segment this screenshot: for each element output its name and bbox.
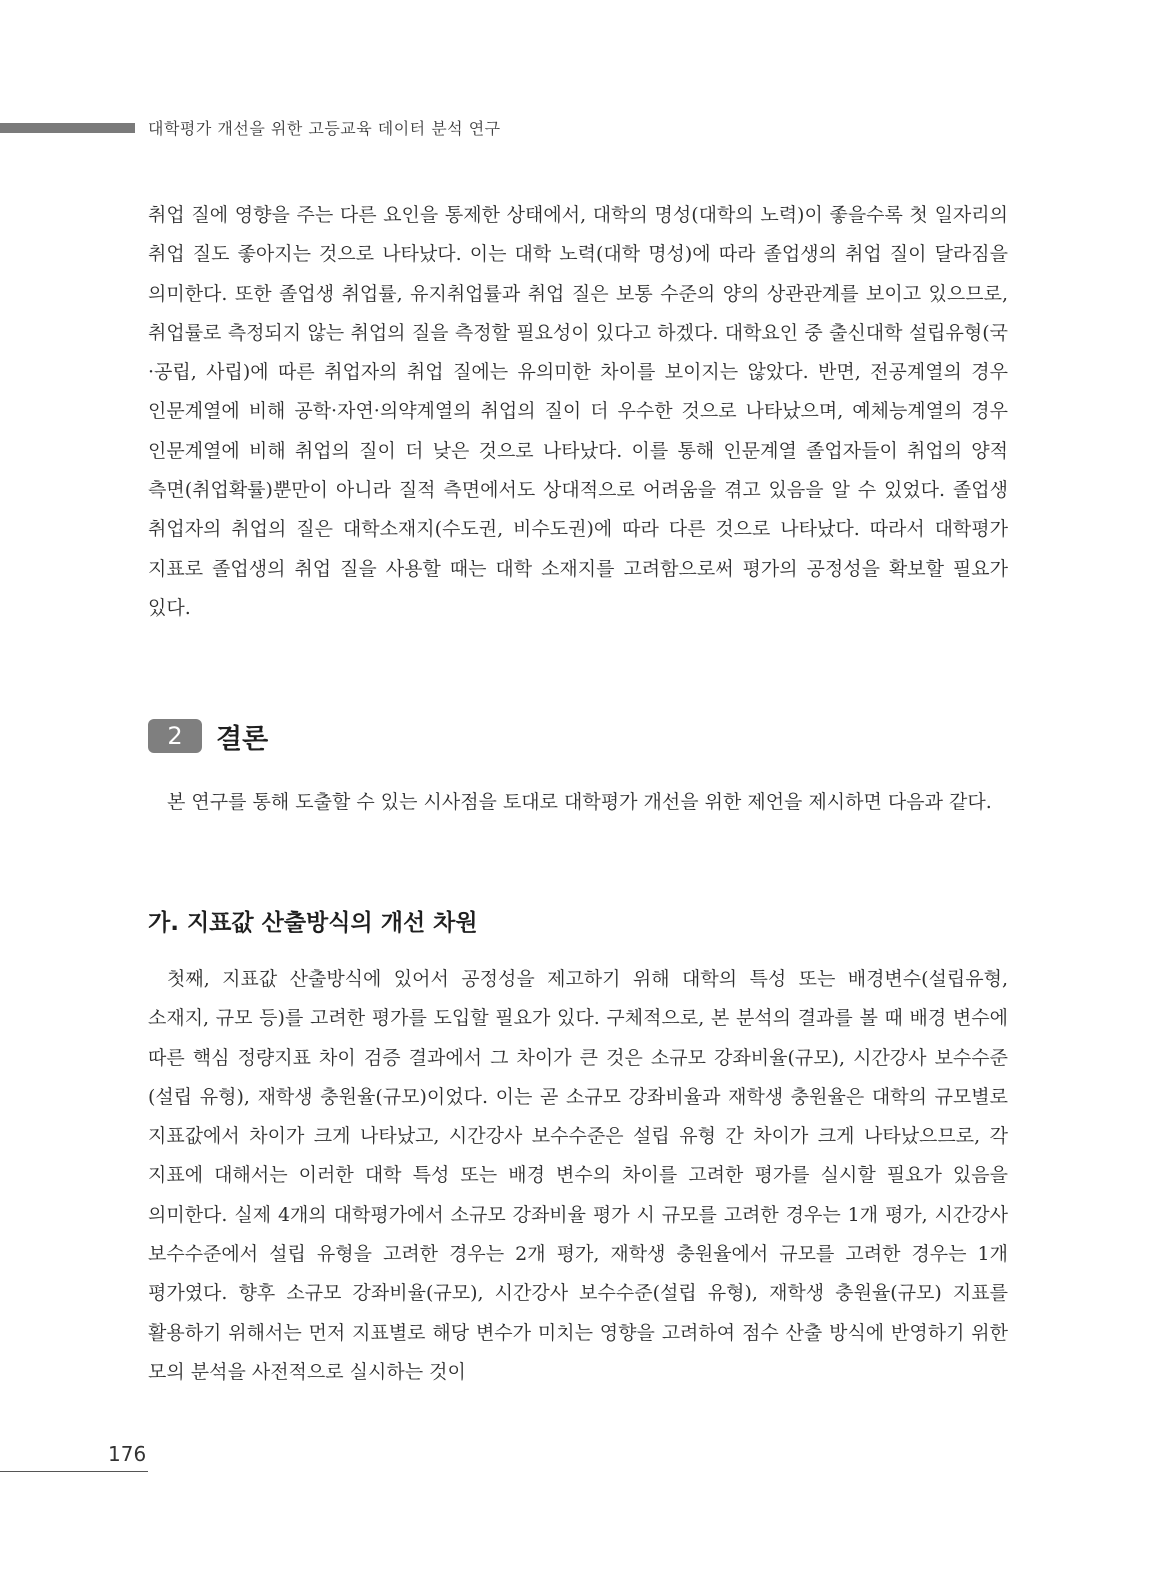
running-head-title: 대학평가 개선을 위한 고등교육 데이터 분석 연구 [148, 119, 501, 138]
body-paragraph-1: 취업 질에 영향을 주는 다른 요인을 통제한 상태에서, 대학의 명성(대학의 노력)이 좋을수록 첫 일자리의 취업 질도 좋아지는 것으로 나타났다. 이는 대학 노력(대학 명성)에 따라 졸업생의 취업 질이 달라짐을 의미한다. 또한 졸업생 취업률, 유지취업률과 취업 질은 보통 수준의 양의 상관관계를 보이고 있으므로, 취업률로 측정되지 않는 취업의 질을 측정할 필요성이 있다고 하겠다. 대학요인 중 출신대학 설립유형(국·공립, 사립)에 따른 취업자의 취업 질에는 유의미한 차이를 보이지는 않았다. 반면, 전공계열의 경우 인문계열에 비해 공학·자연·의약계열의 취업의 질이 더 우수한 것으로 나타났으며, 예체능계열의 경우 인문계열에 비해 취업의 질이 더 낮은 것으로 나타났다. 이를 통해 인문계열 졸업자들이 취업의 양적 측면(취업확률)뿐만이 아니라 질적 측면에서도 상대적으로 어려움을 겪고 있음을 알 수 있었다. 졸업생 취업자의 취업의 질은 대학소재지(수도권, 비수도권)에 따라 다른 것으로 나타났다. 따라서 대학평가 지표로 졸업생의 취업 질을 사용할 때는 대학 소재지를 고려함으로써 평가의 공정성을 확보할 필요가 있다. [148, 204, 1008, 619]
body-paragraph-3: 첫째, 지표값 산출방식에 있어서 공정성을 제고하기 위해 대학의 특성 또는 배경변수(설립유형, 소재지, 규모 등)를 고려한 평가를 도입할 필요가 있다. 구체적으로, 본 분석의 결과를 볼 때 배경 변수에 따른 핵심 정량지표 차이 검증 결과에서 그 차이가 큰 것은 소규모 강좌비율(규모), 시간강사 보수수준(설립 유형), 재학생 충원율(규모)이었다. 이는 곧 소규모 강좌비율과 재학생 충원율은 대학의 규모별로 지표값에서 차이가 크게 나타났고, 시간강사 보수수준은 설립 유형 간 차이가 크게 나타났으므로, 각 지표에 대해서는 이러한 대학 특성 또는 배경 변수의 차이를 고려한 평가를 실시할 필요가 있음을 의미한다. 실제 4개의 대학평가에서 소규모 강좌비율 평가 시 규모를 고려한 경우는 1개 평가, 시간강사 보수수준에서 설립 유형을 고려한 경우는 2개 평가, 재학생 충원율에서 규모를 고려한 경우는 1개 평가였다. 향후 소규모 강좌비율(규모), 시간강사 보수수준(설립 유형), 재학생 충원율(규모) 지표를 활용하기 위해서는 먼저 지표별로 해당 변수가 미치는 영향을 고려하여 점수 산출 방식에 반영하기 위한 모의 분석을 사전적으로 실시하는 것이 [148, 968, 1008, 1383]
section-heading [148, 716, 268, 756]
header-rule-bar [0, 123, 135, 133]
section-title: 결론 [216, 723, 269, 755]
section-number-badge: 2 [148, 719, 202, 753]
body-paragraph-2: 본 연구를 통해 도출할 수 있는 시사점을 토대로 대학평가 개선을 위한 제언을 제시하면 다음과 같다. [167, 791, 992, 813]
subsection-title: 가. 지표값 산출방식의 개선 차원 [148, 910, 478, 936]
page-number: 176 [108, 1442, 147, 1466]
footer-rule [0, 1471, 148, 1472]
